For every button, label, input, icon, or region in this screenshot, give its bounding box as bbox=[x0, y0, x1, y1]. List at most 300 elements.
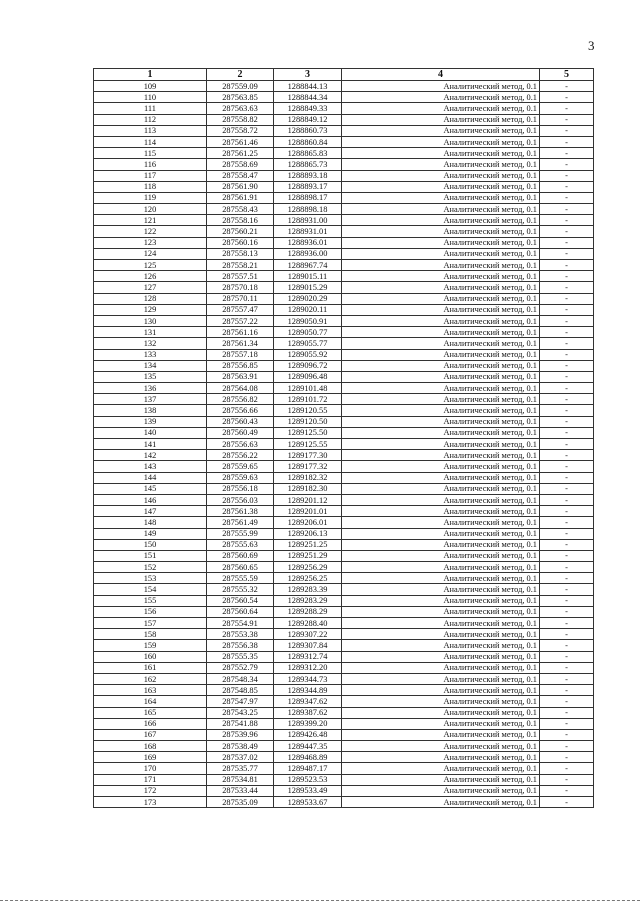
y-coordinate-cell: 1289288.40 bbox=[274, 618, 342, 629]
point-number-cell: 143 bbox=[94, 461, 207, 472]
tolerance-cell: - bbox=[540, 729, 594, 740]
method-cell: Аналитический метод, 0.1 bbox=[342, 517, 540, 528]
y-coordinate-cell: 1289399.20 bbox=[274, 718, 342, 729]
tolerance-cell: - bbox=[540, 450, 594, 461]
method-cell: Аналитический метод, 0.1 bbox=[342, 81, 540, 92]
x-coordinate-cell: 287561.34 bbox=[207, 338, 274, 349]
y-coordinate-cell: 1289523.53 bbox=[274, 774, 342, 785]
method-cell: Аналитический метод, 0.1 bbox=[342, 450, 540, 461]
point-number-cell: 159 bbox=[94, 640, 207, 651]
tolerance-cell: - bbox=[540, 618, 594, 629]
table-row bbox=[94, 562, 594, 573]
method-cell: Аналитический метод, 0.1 bbox=[342, 494, 540, 505]
point-number-cell: 150 bbox=[94, 539, 207, 550]
point-number-cell: 165 bbox=[94, 707, 207, 718]
y-coordinate-cell: 1289182.30 bbox=[274, 483, 342, 494]
x-coordinate-cell: 287564.08 bbox=[207, 383, 274, 394]
table-row bbox=[94, 472, 594, 483]
point-number-cell: 136 bbox=[94, 383, 207, 394]
y-coordinate-cell: 1289015.29 bbox=[274, 282, 342, 293]
y-coordinate-cell: 1289096.72 bbox=[274, 360, 342, 371]
point-number-cell: 156 bbox=[94, 606, 207, 617]
x-coordinate-cell: 287558.47 bbox=[207, 170, 274, 181]
method-cell: Аналитический метод, 0.1 bbox=[342, 752, 540, 763]
method-cell: Аналитический метод, 0.1 bbox=[342, 785, 540, 796]
tolerance-cell: - bbox=[540, 304, 594, 315]
tolerance-cell: - bbox=[540, 271, 594, 282]
x-coordinate-cell: 287563.91 bbox=[207, 371, 274, 382]
method-cell: Аналитический метод, 0.1 bbox=[342, 550, 540, 561]
table-row bbox=[94, 718, 594, 729]
method-cell: Аналитический метод, 0.1 bbox=[342, 304, 540, 315]
tolerance-cell: - bbox=[540, 103, 594, 114]
y-coordinate-cell: 1288865.73 bbox=[274, 159, 342, 170]
point-number-cell: 123 bbox=[94, 237, 207, 248]
method-cell: Аналитический метод, 0.1 bbox=[342, 136, 540, 147]
table-row bbox=[94, 517, 594, 528]
tolerance-cell: - bbox=[540, 595, 594, 606]
method-cell: Аналитический метод, 0.1 bbox=[342, 192, 540, 203]
table-row bbox=[94, 282, 594, 293]
point-number-cell: 162 bbox=[94, 673, 207, 684]
x-coordinate-cell: 287556.22 bbox=[207, 450, 274, 461]
table-row bbox=[94, 640, 594, 651]
table-row bbox=[94, 271, 594, 282]
point-number-cell: 133 bbox=[94, 349, 207, 360]
tolerance-cell: - bbox=[540, 427, 594, 438]
tolerance-cell: - bbox=[540, 159, 594, 170]
tolerance-cell: - bbox=[540, 662, 594, 673]
method-cell: Аналитический метод, 0.1 bbox=[342, 282, 540, 293]
y-coordinate-cell: 1288893.18 bbox=[274, 170, 342, 181]
point-number-cell: 109 bbox=[94, 81, 207, 92]
y-coordinate-cell: 1288844.34 bbox=[274, 92, 342, 103]
method-cell: Аналитический метод, 0.1 bbox=[342, 696, 540, 707]
table-row bbox=[94, 349, 594, 360]
point-number-cell: 139 bbox=[94, 416, 207, 427]
y-coordinate-cell: 1288860.84 bbox=[274, 136, 342, 147]
tolerance-cell: - bbox=[540, 707, 594, 718]
x-coordinate-cell: 287555.32 bbox=[207, 584, 274, 595]
tolerance-cell: - bbox=[540, 696, 594, 707]
table-row bbox=[94, 450, 594, 461]
method-cell: Аналитический метод, 0.1 bbox=[342, 506, 540, 517]
method-cell: Аналитический метод, 0.1 bbox=[342, 360, 540, 371]
tolerance-cell: - bbox=[540, 327, 594, 338]
tolerance-cell: - bbox=[540, 741, 594, 752]
point-number-cell: 126 bbox=[94, 271, 207, 282]
point-number-cell: 128 bbox=[94, 293, 207, 304]
x-coordinate-cell: 287533.44 bbox=[207, 785, 274, 796]
point-number-cell: 131 bbox=[94, 327, 207, 338]
x-coordinate-cell: 287561.38 bbox=[207, 506, 274, 517]
point-number-cell: 173 bbox=[94, 797, 207, 808]
point-number-cell: 134 bbox=[94, 360, 207, 371]
x-coordinate-cell: 287537.02 bbox=[207, 752, 274, 763]
tolerance-cell: - bbox=[540, 718, 594, 729]
point-number-cell: 160 bbox=[94, 651, 207, 662]
y-coordinate-cell: 1288898.18 bbox=[274, 204, 342, 215]
y-coordinate-cell: 1289120.55 bbox=[274, 405, 342, 416]
method-cell: Аналитический метод, 0.1 bbox=[342, 483, 540, 494]
method-cell: Аналитический метод, 0.1 bbox=[342, 383, 540, 394]
method-cell: Аналитический метод, 0.1 bbox=[342, 539, 540, 550]
point-number-cell: 140 bbox=[94, 427, 207, 438]
tolerance-cell: - bbox=[540, 774, 594, 785]
point-number-cell: 113 bbox=[94, 125, 207, 136]
x-coordinate-cell: 287556.18 bbox=[207, 483, 274, 494]
table-row bbox=[94, 92, 594, 103]
table-row bbox=[94, 494, 594, 505]
point-number-cell: 163 bbox=[94, 685, 207, 696]
tolerance-cell: - bbox=[540, 293, 594, 304]
method-cell: Аналитический метод, 0.1 bbox=[342, 204, 540, 215]
method-cell: Аналитический метод, 0.1 bbox=[342, 573, 540, 584]
x-coordinate-cell: 287558.43 bbox=[207, 204, 274, 215]
x-coordinate-cell: 287556.03 bbox=[207, 494, 274, 505]
point-number-cell: 121 bbox=[94, 215, 207, 226]
y-coordinate-cell: 1289533.67 bbox=[274, 797, 342, 808]
y-coordinate-cell: 1289307.84 bbox=[274, 640, 342, 651]
point-number-cell: 118 bbox=[94, 181, 207, 192]
point-number-cell: 146 bbox=[94, 494, 207, 505]
point-number-cell: 171 bbox=[94, 774, 207, 785]
point-number-cell: 154 bbox=[94, 584, 207, 595]
table-row bbox=[94, 662, 594, 673]
method-cell: Аналитический метод, 0.1 bbox=[342, 595, 540, 606]
x-coordinate-cell: 287563.85 bbox=[207, 92, 274, 103]
x-coordinate-cell: 287557.18 bbox=[207, 349, 274, 360]
y-coordinate-cell: 1289426.48 bbox=[274, 729, 342, 740]
table-row bbox=[94, 606, 594, 617]
x-coordinate-cell: 287535.77 bbox=[207, 763, 274, 774]
point-number-cell: 167 bbox=[94, 729, 207, 740]
y-coordinate-cell: 1289487.17 bbox=[274, 763, 342, 774]
y-coordinate-cell: 1289533.49 bbox=[274, 785, 342, 796]
table-row bbox=[94, 215, 594, 226]
method-cell: Аналитический метод, 0.1 bbox=[342, 707, 540, 718]
tolerance-cell: - bbox=[540, 606, 594, 617]
x-coordinate-cell: 287553.38 bbox=[207, 629, 274, 640]
x-coordinate-cell: 287561.91 bbox=[207, 192, 274, 203]
table-row bbox=[94, 797, 594, 808]
x-coordinate-cell: 287560.69 bbox=[207, 550, 274, 561]
point-number-cell: 141 bbox=[94, 439, 207, 450]
table-row bbox=[94, 327, 594, 338]
x-coordinate-cell: 287556.66 bbox=[207, 405, 274, 416]
table-body bbox=[94, 81, 594, 808]
x-coordinate-cell: 287558.13 bbox=[207, 248, 274, 259]
table-row bbox=[94, 618, 594, 629]
table-row bbox=[94, 696, 594, 707]
tolerance-cell: - bbox=[540, 752, 594, 763]
y-coordinate-cell: 1289101.72 bbox=[274, 394, 342, 405]
x-coordinate-cell: 287554.91 bbox=[207, 618, 274, 629]
point-number-cell: 125 bbox=[94, 260, 207, 271]
point-number-cell: 169 bbox=[94, 752, 207, 763]
tolerance-cell: - bbox=[540, 517, 594, 528]
table-header-row bbox=[94, 69, 594, 81]
table-row bbox=[94, 774, 594, 785]
point-number-cell: 166 bbox=[94, 718, 207, 729]
y-coordinate-cell: 1288931.01 bbox=[274, 226, 342, 237]
method-cell: Аналитический метод, 0.1 bbox=[342, 181, 540, 192]
y-coordinate-cell: 1289447.35 bbox=[274, 741, 342, 752]
y-coordinate-cell: 1288849.33 bbox=[274, 103, 342, 114]
table-row bbox=[94, 315, 594, 326]
y-coordinate-cell: 1288865.83 bbox=[274, 148, 342, 159]
tolerance-cell: - bbox=[540, 472, 594, 483]
x-coordinate-cell: 287557.47 bbox=[207, 304, 274, 315]
method-cell: Аналитический метод, 0.1 bbox=[342, 92, 540, 103]
tolerance-cell: - bbox=[540, 237, 594, 248]
point-number-cell: 144 bbox=[94, 472, 207, 483]
y-coordinate-cell: 1289101.48 bbox=[274, 383, 342, 394]
x-coordinate-cell: 287558.69 bbox=[207, 159, 274, 170]
point-number-cell: 164 bbox=[94, 696, 207, 707]
table-row bbox=[94, 248, 594, 259]
x-coordinate-cell: 287559.65 bbox=[207, 461, 274, 472]
table-row bbox=[94, 785, 594, 796]
point-number-cell: 149 bbox=[94, 528, 207, 539]
point-number-cell: 152 bbox=[94, 562, 207, 573]
method-cell: Аналитический метод, 0.1 bbox=[342, 741, 540, 752]
y-coordinate-cell: 1289312.20 bbox=[274, 662, 342, 673]
table-row bbox=[94, 148, 594, 159]
y-coordinate-cell: 1289020.29 bbox=[274, 293, 342, 304]
method-cell: Аналитический метод, 0.1 bbox=[342, 315, 540, 326]
y-coordinate-cell: 1289206.13 bbox=[274, 528, 342, 539]
column-header-3: 3 bbox=[274, 69, 342, 81]
x-coordinate-cell: 287555.99 bbox=[207, 528, 274, 539]
bottom-divider bbox=[0, 900, 640, 902]
x-coordinate-cell: 287548.85 bbox=[207, 685, 274, 696]
tolerance-cell: - bbox=[540, 763, 594, 774]
method-cell: Аналитический метод, 0.1 bbox=[342, 338, 540, 349]
y-coordinate-cell: 1289125.50 bbox=[274, 427, 342, 438]
y-coordinate-cell: 1289283.39 bbox=[274, 584, 342, 595]
y-coordinate-cell: 1288893.17 bbox=[274, 181, 342, 192]
y-coordinate-cell: 1289344.89 bbox=[274, 685, 342, 696]
method-cell: Аналитический метод, 0.1 bbox=[342, 774, 540, 785]
x-coordinate-cell: 287556.85 bbox=[207, 360, 274, 371]
y-coordinate-cell: 1288860.73 bbox=[274, 125, 342, 136]
table-row bbox=[94, 685, 594, 696]
method-cell: Аналитический метод, 0.1 bbox=[342, 662, 540, 673]
method-cell: Аналитический метод, 0.1 bbox=[342, 226, 540, 237]
y-coordinate-cell: 1289177.30 bbox=[274, 450, 342, 461]
tolerance-cell: - bbox=[540, 494, 594, 505]
tolerance-cell: - bbox=[540, 562, 594, 573]
x-coordinate-cell: 287560.49 bbox=[207, 427, 274, 438]
y-coordinate-cell: 1289015.11 bbox=[274, 271, 342, 282]
table-row bbox=[94, 752, 594, 763]
table-row bbox=[94, 159, 594, 170]
y-coordinate-cell: 1289283.29 bbox=[274, 595, 342, 606]
x-coordinate-cell: 287561.25 bbox=[207, 148, 274, 159]
method-cell: Аналитический метод, 0.1 bbox=[342, 248, 540, 259]
x-coordinate-cell: 287547.97 bbox=[207, 696, 274, 707]
x-coordinate-cell: 287558.82 bbox=[207, 114, 274, 125]
method-cell: Аналитический метод, 0.1 bbox=[342, 763, 540, 774]
method-cell: Аналитический метод, 0.1 bbox=[342, 170, 540, 181]
method-cell: Аналитический метод, 0.1 bbox=[342, 685, 540, 696]
tolerance-cell: - bbox=[540, 215, 594, 226]
method-cell: Аналитический метод, 0.1 bbox=[342, 327, 540, 338]
table-row bbox=[94, 528, 594, 539]
tolerance-cell: - bbox=[540, 584, 594, 595]
tolerance-cell: - bbox=[540, 371, 594, 382]
table-row bbox=[94, 416, 594, 427]
tolerance-cell: - bbox=[540, 204, 594, 215]
table-row bbox=[94, 483, 594, 494]
x-coordinate-cell: 287559.09 bbox=[207, 81, 274, 92]
table-row bbox=[94, 741, 594, 752]
point-number-cell: 157 bbox=[94, 618, 207, 629]
tolerance-cell: - bbox=[540, 673, 594, 684]
tolerance-cell: - bbox=[540, 148, 594, 159]
y-coordinate-cell: 1288931.00 bbox=[274, 215, 342, 226]
tolerance-cell: - bbox=[540, 785, 594, 796]
point-number-cell: 111 bbox=[94, 103, 207, 114]
table-row bbox=[94, 371, 594, 382]
x-coordinate-cell: 287534.81 bbox=[207, 774, 274, 785]
table-row bbox=[94, 394, 594, 405]
x-coordinate-cell: 287560.16 bbox=[207, 237, 274, 248]
y-coordinate-cell: 1289468.89 bbox=[274, 752, 342, 763]
tolerance-cell: - bbox=[540, 315, 594, 326]
table-row bbox=[94, 439, 594, 450]
y-coordinate-cell: 1288936.01 bbox=[274, 237, 342, 248]
x-coordinate-cell: 287555.35 bbox=[207, 651, 274, 662]
table-row bbox=[94, 103, 594, 114]
x-coordinate-cell: 287561.46 bbox=[207, 136, 274, 147]
point-number-cell: 119 bbox=[94, 192, 207, 203]
x-coordinate-cell: 287557.51 bbox=[207, 271, 274, 282]
method-cell: Аналитический метод, 0.1 bbox=[342, 237, 540, 248]
x-coordinate-cell: 287558.72 bbox=[207, 125, 274, 136]
y-coordinate-cell: 1288844.13 bbox=[274, 81, 342, 92]
x-coordinate-cell: 287561.16 bbox=[207, 327, 274, 338]
method-cell: Аналитический метод, 0.1 bbox=[342, 125, 540, 136]
table-row bbox=[94, 673, 594, 684]
tolerance-cell: - bbox=[540, 550, 594, 561]
tolerance-cell: - bbox=[540, 170, 594, 181]
table-row bbox=[94, 405, 594, 416]
table-row bbox=[94, 192, 594, 203]
method-cell: Аналитический метод, 0.1 bbox=[342, 103, 540, 114]
table-row bbox=[94, 506, 594, 517]
x-coordinate-cell: 287541.88 bbox=[207, 718, 274, 729]
y-coordinate-cell: 1289201.12 bbox=[274, 494, 342, 505]
table-row bbox=[94, 651, 594, 662]
point-number-cell: 148 bbox=[94, 517, 207, 528]
x-coordinate-cell: 287552.79 bbox=[207, 662, 274, 673]
tolerance-cell: - bbox=[540, 338, 594, 349]
table-row bbox=[94, 170, 594, 181]
y-coordinate-cell: 1289201.01 bbox=[274, 506, 342, 517]
table-row bbox=[94, 573, 594, 584]
point-number-cell: 112 bbox=[94, 114, 207, 125]
y-coordinate-cell: 1289347.62 bbox=[274, 696, 342, 707]
x-coordinate-cell: 287555.63 bbox=[207, 539, 274, 550]
x-coordinate-cell: 287558.16 bbox=[207, 215, 274, 226]
tolerance-cell: - bbox=[540, 360, 594, 371]
x-coordinate-cell: 287570.18 bbox=[207, 282, 274, 293]
point-number-cell: 127 bbox=[94, 282, 207, 293]
y-coordinate-cell: 1289177.32 bbox=[274, 461, 342, 472]
tolerance-cell: - bbox=[540, 640, 594, 651]
table-row bbox=[94, 729, 594, 740]
y-coordinate-cell: 1289312.74 bbox=[274, 651, 342, 662]
method-cell: Аналитический метод, 0.1 bbox=[342, 371, 540, 382]
tolerance-cell: - bbox=[540, 125, 594, 136]
x-coordinate-cell: 287561.49 bbox=[207, 517, 274, 528]
point-number-cell: 170 bbox=[94, 763, 207, 774]
method-cell: Аналитический метод, 0.1 bbox=[342, 528, 540, 539]
column-header-4: 4 bbox=[342, 69, 540, 81]
x-coordinate-cell: 287539.96 bbox=[207, 729, 274, 740]
point-number-cell: 130 bbox=[94, 315, 207, 326]
table-row bbox=[94, 293, 594, 304]
tolerance-cell: - bbox=[540, 528, 594, 539]
x-coordinate-cell: 287535.09 bbox=[207, 797, 274, 808]
column-header-5: 5 bbox=[540, 69, 594, 81]
point-number-cell: 161 bbox=[94, 662, 207, 673]
y-coordinate-cell: 1289307.22 bbox=[274, 629, 342, 640]
x-coordinate-cell: 287543.25 bbox=[207, 707, 274, 718]
point-number-cell: 137 bbox=[94, 394, 207, 405]
y-coordinate-cell: 1289288.29 bbox=[274, 606, 342, 617]
x-coordinate-cell: 287563.63 bbox=[207, 103, 274, 114]
x-coordinate-cell: 287561.90 bbox=[207, 181, 274, 192]
tolerance-cell: - bbox=[540, 226, 594, 237]
method-cell: Аналитический метод, 0.1 bbox=[342, 148, 540, 159]
y-coordinate-cell: 1289055.92 bbox=[274, 349, 342, 360]
y-coordinate-cell: 1288849.12 bbox=[274, 114, 342, 125]
x-coordinate-cell: 287548.34 bbox=[207, 673, 274, 684]
method-cell: Аналитический метод, 0.1 bbox=[342, 215, 540, 226]
table-row bbox=[94, 125, 594, 136]
method-cell: Аналитический метод, 0.1 bbox=[342, 159, 540, 170]
tolerance-cell: - bbox=[540, 651, 594, 662]
y-coordinate-cell: 1289096.48 bbox=[274, 371, 342, 382]
method-cell: Аналитический метод, 0.1 bbox=[342, 673, 540, 684]
method-cell: Аналитический метод, 0.1 bbox=[342, 584, 540, 595]
method-cell: Аналитический метод, 0.1 bbox=[342, 271, 540, 282]
table-row bbox=[94, 584, 594, 595]
method-cell: Аналитический метод, 0.1 bbox=[342, 461, 540, 472]
method-cell: Аналитический метод, 0.1 bbox=[342, 405, 540, 416]
y-coordinate-cell: 1289050.91 bbox=[274, 315, 342, 326]
table-row bbox=[94, 707, 594, 718]
tolerance-cell: - bbox=[540, 136, 594, 147]
x-coordinate-cell: 287556.82 bbox=[207, 394, 274, 405]
y-coordinate-cell: 1289256.25 bbox=[274, 573, 342, 584]
point-number-cell: 138 bbox=[94, 405, 207, 416]
tolerance-cell: - bbox=[540, 483, 594, 494]
tolerance-cell: - bbox=[540, 282, 594, 293]
y-coordinate-cell: 1288898.17 bbox=[274, 192, 342, 203]
table-row bbox=[94, 226, 594, 237]
table-row bbox=[94, 114, 594, 125]
point-number-cell: 135 bbox=[94, 371, 207, 382]
point-number-cell: 115 bbox=[94, 148, 207, 159]
x-coordinate-cell: 287570.11 bbox=[207, 293, 274, 304]
tolerance-cell: - bbox=[540, 394, 594, 405]
point-number-cell: 114 bbox=[94, 136, 207, 147]
tolerance-cell: - bbox=[540, 92, 594, 103]
